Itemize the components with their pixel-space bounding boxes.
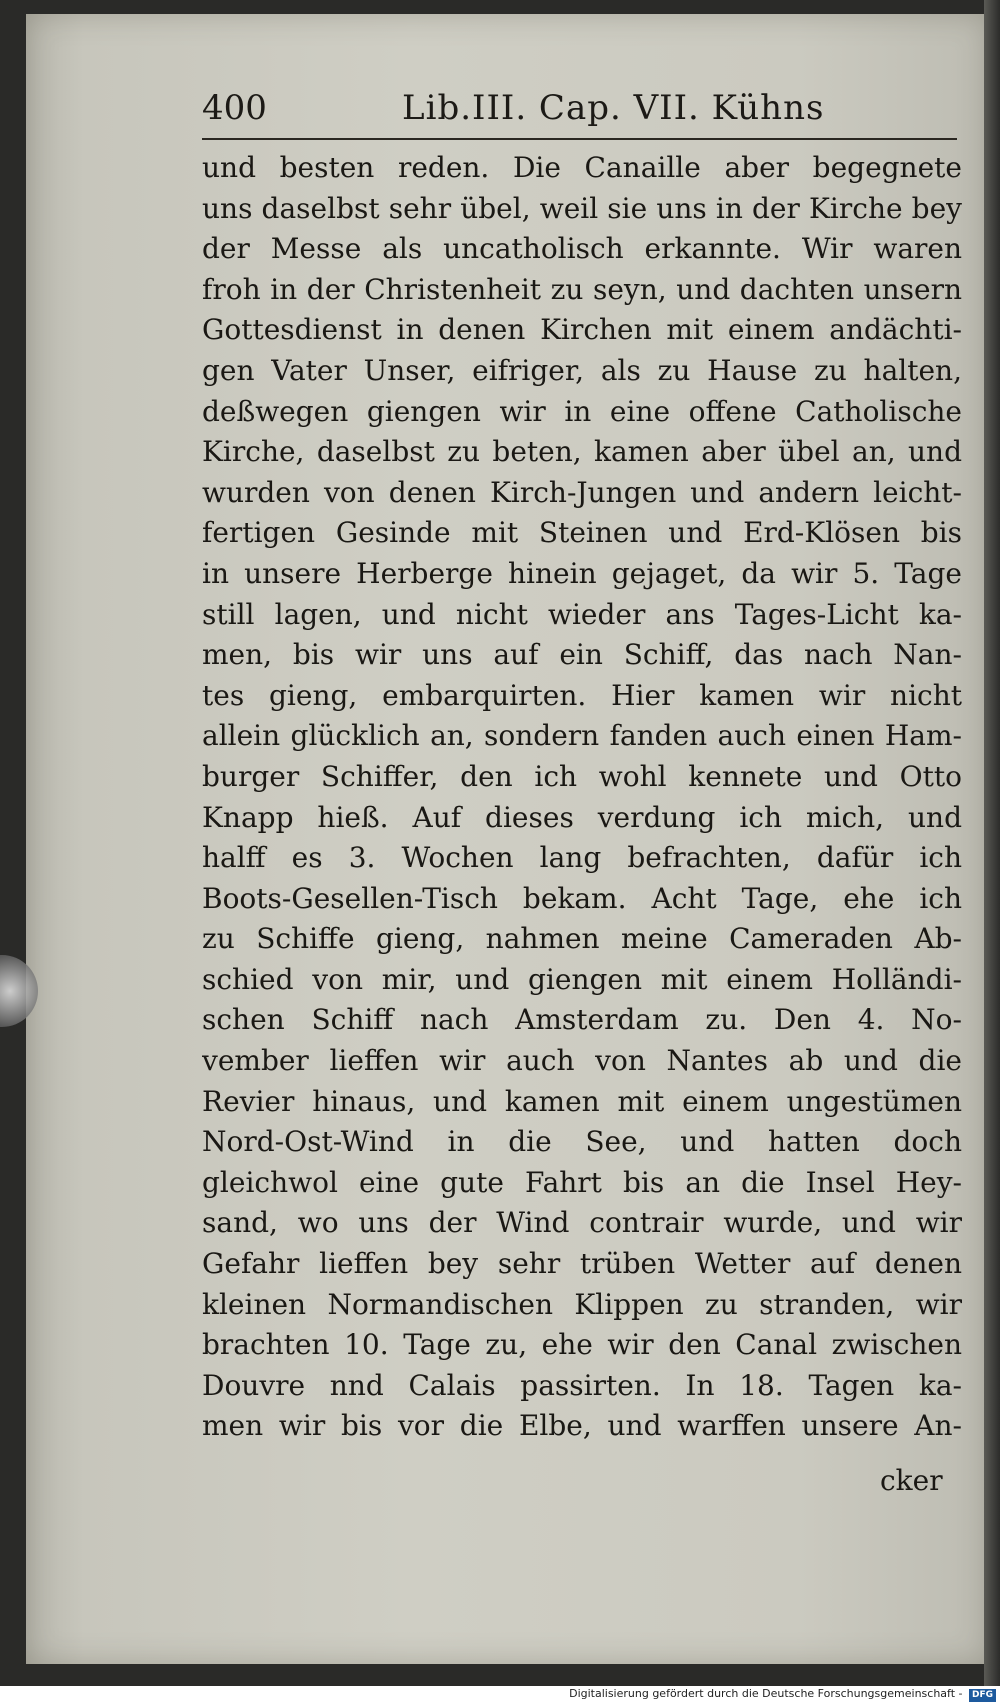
text-line: zu Schiffe gieng, nahmen meine Cameraden Ab- xyxy=(202,922,962,956)
text-line: in unsere Herberge hinein gejaget, da wir 5. Tage xyxy=(202,556,962,590)
page-number: 400 xyxy=(202,88,267,128)
catchword: cker xyxy=(880,1464,943,1497)
page-header xyxy=(202,88,962,140)
text-line: allein glücklich an, sondern fanden auch einen Ham- xyxy=(202,719,962,753)
text-line: halff es 3. Wochen lang befrachten, dafür ich xyxy=(202,841,962,875)
text-line: still lagen, und nicht wieder ans Tages-Licht ka- xyxy=(202,597,962,631)
text-line: tes gieng, embarquirten. Hier kamen wir nicht xyxy=(202,678,962,712)
text-line: Kirche, daselbst zu beten, kamen aber übel an, und xyxy=(202,435,962,469)
text-line: schen Schiff nach Amsterdam zu. Den 4. No- xyxy=(202,1003,962,1037)
text-line: Revier hinaus, und kamen mit einem ungestümen xyxy=(202,1084,962,1118)
text-line: Knapp hieß. Auf dieses verdung ich mich, und xyxy=(202,800,962,834)
text-line: men, bis wir uns auf ein Schiff, das nach Nan- xyxy=(202,638,962,672)
text-line: burger Schiffer, den ich wohl kennete und Otto xyxy=(202,759,962,793)
footer-credit: Digitalisierung gefördert durch die Deutsche Forschungsgemeinschaft - xyxy=(569,1687,963,1700)
book-spine-edge xyxy=(984,0,1000,1702)
text-line: Douvre nnd Calais passirten. In 18. Tagen ka- xyxy=(202,1368,962,1402)
text-line: und besten reden. Die Canaille aber begegnete xyxy=(202,151,962,184)
text-line: Nord-Ost-Wind in die See, und hatten doch xyxy=(202,1125,962,1159)
text-line: kleinen Normandischen Klippen zu stranden, wir xyxy=(202,1287,962,1321)
text-line: schied von mir, und giengen mit einem Holländi- xyxy=(202,962,962,996)
text-line: men wir bis vor die Elbe, und warffen unsere An- xyxy=(202,1409,962,1443)
text-line: Boots-Gesellen-Tisch bekam. Acht Tage, ehe ich xyxy=(202,881,962,915)
text-line: uns daselbst sehr übel, weil sie uns in der Kirche bey xyxy=(202,191,962,225)
running-head: Lib.III. Cap. VII. Kühns xyxy=(402,88,825,128)
text-line: Gottesdienst in denen Kirchen mit einem andächti- xyxy=(202,313,962,347)
text-line: gleichwol eine gute Fahrt bis an die Insel Hey- xyxy=(202,1165,962,1199)
digitization-footer xyxy=(0,1686,1000,1702)
text-line: sand, wo uns der Wind contrair wurde, und wir xyxy=(202,1206,962,1240)
text-line: deßwegen giengen wir in eine offene Catholische xyxy=(202,394,962,428)
text-line: gen Vater Unser, eifriger, als zu Hause zu halten, xyxy=(202,353,962,387)
header-rule xyxy=(202,138,957,140)
text-line: fertigen Gesinde mit Steinen und Erd-Klösen bis xyxy=(202,516,962,550)
text-line: brachten 10. Tage zu, ehe wir den Canal zwischen xyxy=(202,1328,962,1362)
text-line: Gefahr lieffen bey sehr trüben Wetter auf denen xyxy=(202,1247,962,1281)
text-line: wurden von denen Kirch-Jungen und andern leicht- xyxy=(202,475,962,509)
dfg-logo-icon: DFG xyxy=(969,1689,996,1702)
text-line: vember lieffen wir auch von Nantes ab und die xyxy=(202,1044,962,1078)
text-line: der Messe als uncatholisch erkannte. Wir waren xyxy=(202,232,962,266)
text-line: froh in der Christenheit zu seyn, und dachten unsern xyxy=(202,272,962,306)
body-text xyxy=(202,148,962,1447)
